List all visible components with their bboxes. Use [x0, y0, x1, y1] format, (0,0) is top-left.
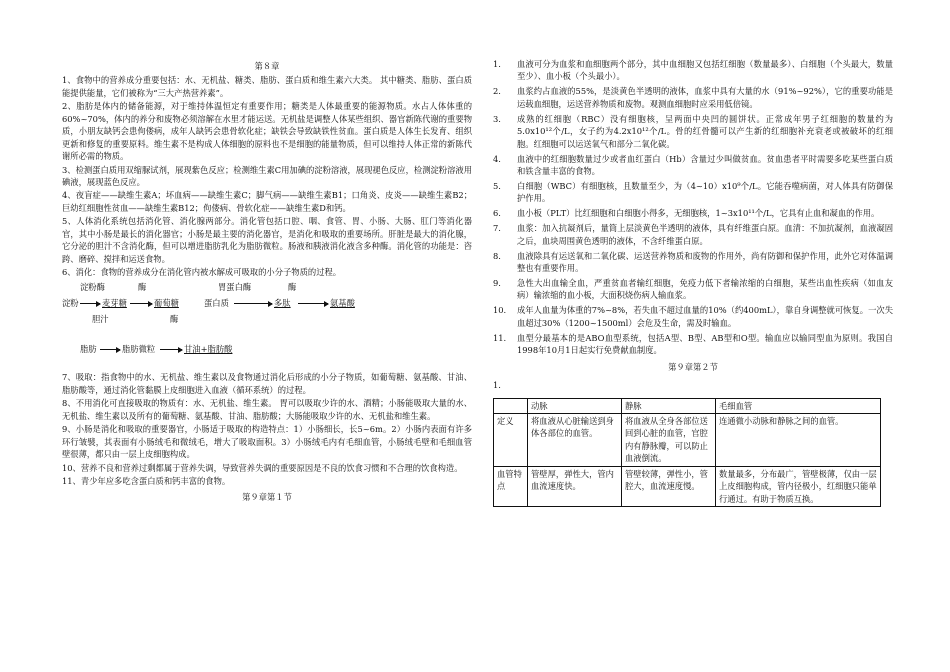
paragraph-3: 3、检测蛋白质用双缩脲试剂，展现紫色反应；检测维生素C用加碘的淀粉溶液，展现褪色反应，检测淀粉溶液用碘液，展现蓝色反应。 — [62, 164, 472, 187]
arrow-polypeptide-amino — [298, 303, 328, 304]
table-cell: 管壁厚，弹性大，管内血流速度快。 — [528, 466, 622, 506]
item-number: 3. — [493, 113, 501, 124]
item-number: 9. — [493, 278, 501, 288]
list-item — [493, 222, 893, 247]
item-number: 7. — [493, 223, 501, 234]
item-number: 11. — [493, 332, 507, 343]
label-amino-acid: 氨基酸 — [330, 298, 355, 309]
label-amylase: 淀粉酶 — [80, 282, 105, 293]
arrow-fat-particles — [100, 349, 120, 350]
list-item — [493, 113, 893, 150]
item-text: 成熟的红细胞（RBC）没有细胞核，呈两面中央凹的圆饼状。正常成年男子红细胞的数量约为5.0x10¹²个/L，女子约为4.2x10¹²个/L。骨的红骨髓可以产生新的红细胞补充衰老或被破坏的红细胞。红细胞可以运送氧气和部分二氧化碳。 — [517, 113, 893, 149]
table-row — [494, 466, 881, 506]
chapter-title: 第８章 — [254, 61, 280, 71]
item-text: 血型分最基本的是ABO血型系统，包括A型、B型、AB型和O型。输血应以输同型血为原则。我国自1998年10月1日起实行免费献血制度。 — [517, 332, 893, 356]
label-maltose: 麦芽糖 — [102, 298, 127, 309]
list-item — [493, 250, 893, 275]
list-item — [493, 277, 893, 302]
paragraph-10: 10、营养不良和营养过剩都属于营养失调，导致营养失调的重要原因是不良的饮食习惯和不合理的饮食构造。 — [62, 462, 463, 473]
paragraph-11: 11、青少年应多吃含蛋白质和钙丰富的食物。 — [62, 475, 231, 486]
section-9-1-title: 第９章第１节 — [242, 492, 292, 503]
paragraph-4: 4、夜盲症——缺维生素A；坏血病——缺维生素C；脚气病——缺维生素B1；口角炎、皮炎——缺维生素B2；巨幼红细胞性贫血——缺维生素B12；佝偻病、骨软化症——缺维生素D和钙。 — [62, 190, 472, 213]
list-item — [493, 180, 893, 205]
item-text: 血液中的红细胞数量过少或者血红蛋白（Hb）含量过少叫做贫血。贫血患者平时需要多吃某些蛋白质和铁含量丰富的食物。 — [517, 153, 893, 176]
label-enzyme-2: 酶 — [288, 282, 297, 293]
table-header-cell: 毛细血管 — [716, 398, 881, 413]
list-item — [493, 58, 893, 83]
paragraph-7: 7、吸取：指食物中的水、无机盐、维生素以及食物通过消化后形成的小分子物质，如葡萄糖、氨基酸、甘油、脂肪酸等，通过消化管黏膜上皮细胞进入血液（循环系统）的过程。 — [62, 372, 472, 395]
label-fat: 脂肪 — [80, 344, 97, 355]
table-header-cell: 动脉 — [528, 398, 622, 413]
section-9-2-title: 第９章第２节 — [668, 361, 718, 372]
paragraph-5: 5、人体消化系统包括消化管、消化腺两部分。消化管包括口腔、咽、食管、胃、小肠、大肠、肛门等消化器官，其中小肠是最长的消化器官；小肠是最主要的消化器官，是消化和吸取的重要场所。肝脏是最大的消化腺，它分泌的胆汁不含消化酶，但可以增进脂肪乳化为脂肪微粒。肠液和胰液消化液含多种酶。消化管的功能是：咨跨、磨碎、搅拌和运送食物。 — [62, 216, 472, 264]
item-text: 血浆：加入抗凝剂后，量筒上层淡黄色半透明的液体，具有纤维蛋白原。血清：不加抗凝剂，血液凝固之后，血块周围黄色透明的液体，不含纤维蛋白原。 — [517, 223, 893, 246]
label-enzyme-1: 酶 — [138, 282, 147, 293]
list-item — [493, 332, 893, 357]
label-glycerol-fatty-acid: 甘油+脂肪酸 — [184, 344, 233, 355]
table-header-cell: 静脉 — [622, 398, 716, 413]
paragraph-8: 8、不用消化可直接吸取的物质有：水、无机盐、维生素。 胃可以吸取少许的水、酒精；小肠能吸取大量的水、无机盐、维生素以及所有的葡萄糖、氨基酸、甘油、脂肪酸；大肠能吸取少许的水、无机盐和维生素。 — [62, 398, 472, 421]
label-protein: 蛋白质 — [204, 298, 229, 309]
label-pepsin: 胃蛋白酶 — [218, 282, 252, 293]
row-label: 血管特点 — [494, 466, 528, 506]
paragraph-1: 1、食物中的营养成分重要包括：水、无机盐、糖类、脂肪、蛋白质和维生素六大类。 其中糖类、脂肪、蛋白质能提供能量，它们被称为“三大产热营养素”。 — [62, 75, 472, 98]
list-item — [493, 304, 893, 329]
table-cell: 将血液从心脏输送到身体各部位的血管。 — [528, 413, 622, 466]
table-cell: 管壁较薄，弹性小，管腔大，血流速度慢。 — [622, 466, 716, 506]
item-number: 1. — [493, 59, 501, 69]
blood-facts-list — [493, 58, 893, 357]
item-number: 8. — [493, 250, 501, 261]
paragraph-9: 9、小肠是消化和吸取的重要器官，小肠适于吸取的构造特点：1）小肠细长，长5~6m。2）小肠内表面有许多环行皱襞，其表面有小肠绒毛和微绒毛，增大了吸取面积。3）小肠绒毛内有毛细血管，小肠绒毛壁和毛细血管壁很薄，都只由一层上皮细胞构成。 — [62, 424, 472, 460]
item-text: 血液可分为血浆和血细胞两个部分，其中血细胞又包括红细胞（数量最多）、白细胞（个头最大，数量至少）、血小板（个头最小）。 — [517, 59, 893, 82]
paragraph-6: 6、消化：食物的营养成分在消化管内被水解成可吸取的小分子物质的过程。 — [62, 267, 342, 277]
list-item — [493, 207, 893, 219]
item-number: 6. — [493, 208, 501, 219]
label-bile: 胆汁 — [92, 314, 109, 325]
item-text: 血小板（PLT）比红细胞和白细胞小得多，无细胞核，1~3x10¹¹个/L，它具有止血和凝血的作用。 — [517, 208, 880, 219]
section-item-number: 1. — [493, 380, 501, 391]
arrow-protein-polypeptide — [234, 303, 272, 304]
item-text: 急性大出血输全血，严重贫血者输红细胞，免疫力低下者输浓缩的白细胞，某些出血性疾病（如血友病）输浓缩的血小板，大面积烧伤病人输血浆。 — [517, 278, 893, 301]
item-number: 5. — [493, 180, 501, 191]
item-text: 血液除具有运送氧和二氧化碳、运送营养物质和废物的作用外，尚有防御和保护作用，此外它对体温调整也有重要作用。 — [517, 250, 893, 274]
table-cell: 将血液从全身各部位送回到心脏的血管，官腔内有静脉瓣，可以防止血液倒流。 — [622, 413, 716, 466]
left-column — [62, 60, 472, 506]
table-row — [494, 413, 881, 466]
item-number: 4. — [493, 153, 501, 164]
right-column — [493, 58, 893, 507]
table-header-cell — [494, 398, 528, 413]
label-enzyme-3: 酶 — [170, 314, 179, 325]
digestion-diagram — [62, 281, 472, 367]
arrow-maltose-glucose — [130, 303, 152, 304]
table-cell: 数量最多，分布最广，管壁极薄，仅由一层上皮细胞构成，管内径极小，红细胞只能单行通过。有助于物质互换。 — [716, 466, 881, 506]
label-fat-particles: 脂肪微粒 — [122, 344, 156, 355]
item-number: 10. — [493, 305, 507, 316]
paragraph-2: 2、脂肪是体内的储备能源，对于维持体温恒定有重要作用；糖类是人体最重要的能源物质。水占人体体重的60%~70%，体内的养分和废物必须溶解在水里才能运送。无机盐是调整人体某些组织、器官新陈代谢的重要物质，小朋友缺钙会患佝偻病，成年人缺钙会患骨软化症；缺铁会导致缺铁性贫血。蛋白质是人体生长发育、组织更新和修复的重要原料。维生素不是构成人体细胞的原料也不是细胞的能量物质，但可以维持人体正常的新陈代谢所必需的物质。 — [62, 101, 472, 162]
item-text: 白细胞（WBC）有细胞核，且数量至少，为（4~10）x10⁹个/L。它能吞噬病菌，对人体具有防御保护作用。 — [517, 180, 893, 204]
item-text: 血浆约占血液的55%，是淡黄色半透明的液体，血浆中具有大量的水（91%~92%），它的重要功能是运载血细胞，运送营养物质和废物。观测血细胞时应采用低倍镜。 — [517, 86, 893, 109]
table-cell: 连通微小动脉和静脉之间的血管。 — [716, 413, 881, 466]
label-glucose: 葡萄糖 — [154, 298, 179, 309]
arrow-particles-glycerol — [160, 349, 182, 350]
list-item — [493, 153, 893, 178]
list-item — [493, 85, 893, 110]
item-text: 成年人血量为体重的7%~8%，若失血不超过血量的10%（约400mL），靠自身调整就可恢复。一次失血超过30%（1200~1500ml）会危及生命，需及时输血。 — [517, 305, 893, 328]
row-label: 定义 — [494, 413, 528, 466]
table-header-row — [494, 398, 881, 413]
label-starch: 淀粉 — [62, 298, 79, 309]
blood-vessel-table — [493, 398, 881, 508]
item-number: 2. — [493, 86, 501, 97]
arrow-starch-maltose — [80, 303, 100, 304]
label-polypeptide: 多肽 — [274, 298, 291, 309]
